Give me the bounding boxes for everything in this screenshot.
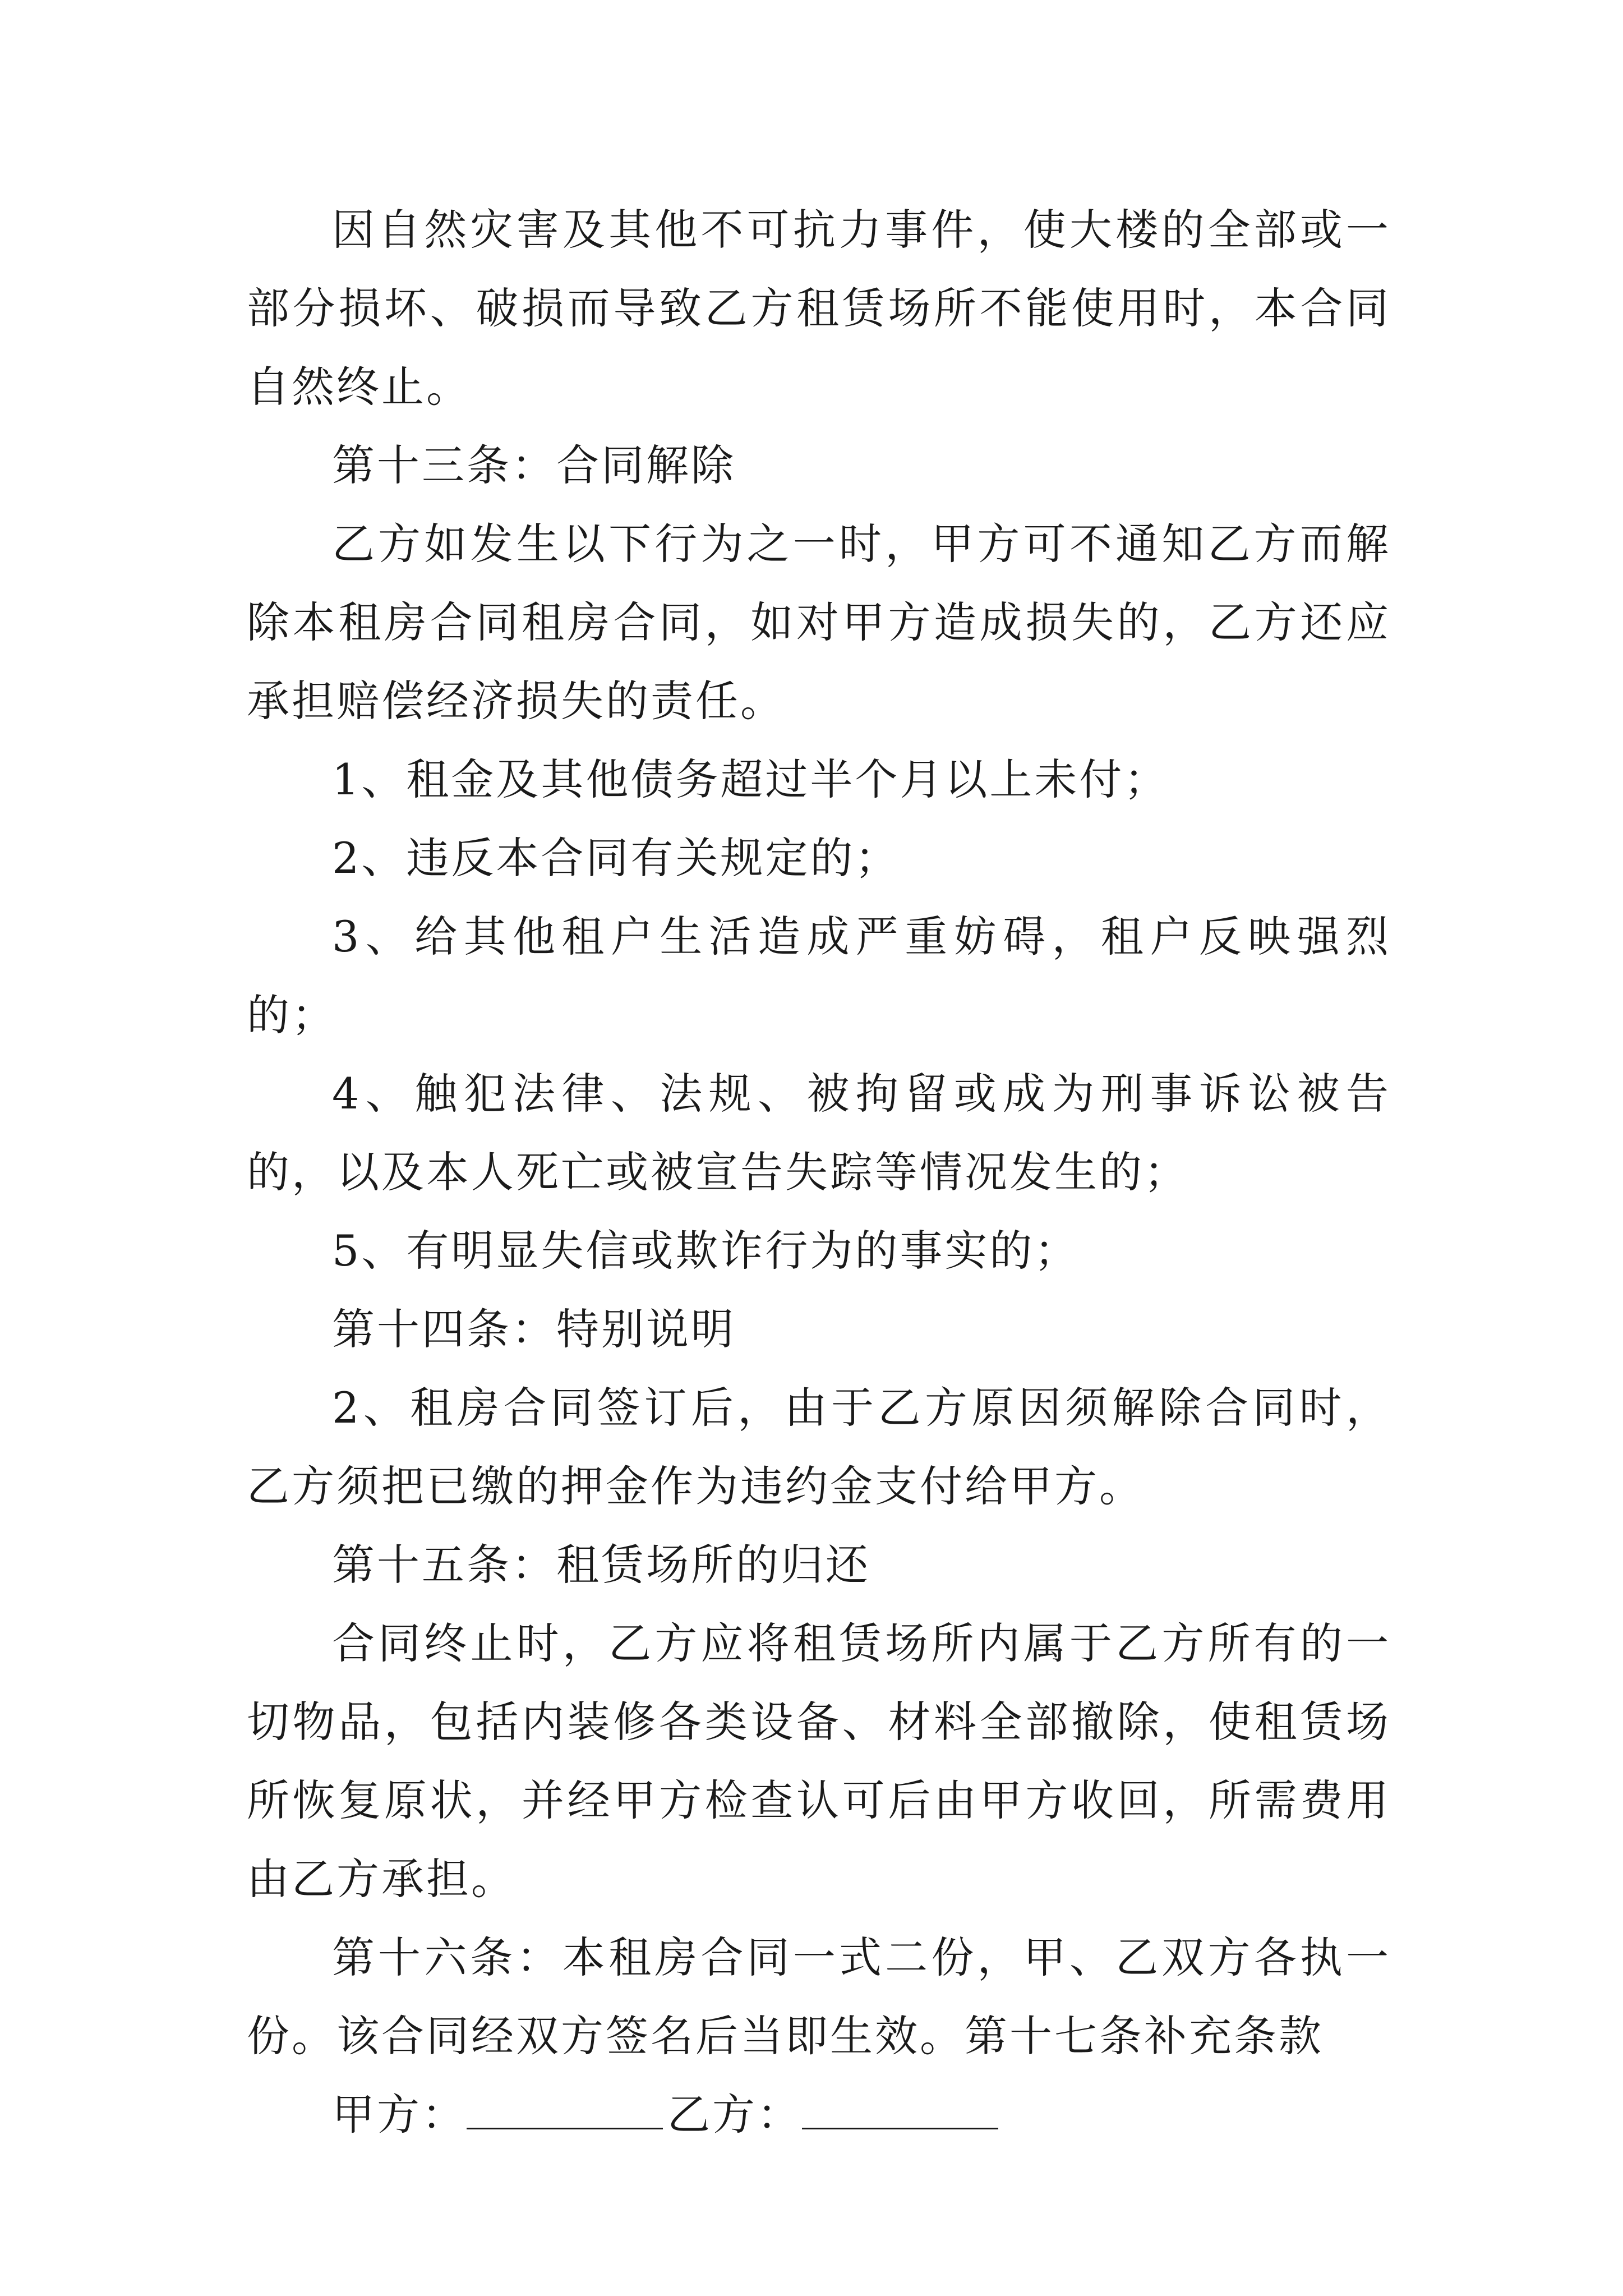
list-item-4: 4、触犯法律、法规、被拘留或成为刑事诉讼被告的，以及本人死亡或被宣告失踪等情况发生的； bbox=[247, 1069, 1391, 1197]
paragraph-special-note: 2、租房合同签订后，由于乙方原因须解除合同时，乙方须把已缴的押金作为违约金支付给甲方。 bbox=[247, 1383, 1391, 1511]
list-item-2: 2、违反本合同有关规定的； bbox=[332, 833, 900, 883]
heading-article-15: 第十五条：租赁场所的归还 bbox=[332, 1540, 870, 1590]
signature-line bbox=[247, 2076, 1391, 2154]
heading-article-13: 第十三条：合同解除 bbox=[332, 440, 736, 490]
list-item-1: 1、租金及其他债务超过半个月以上未付； bbox=[332, 754, 1169, 804]
paragraph-force-majeure: 因自然灾害及其他不可抗力事件，使大楼的全部或一部分损坏、破损而导致乙方租赁场所不能使用时，本合同自然终止。 bbox=[247, 205, 1391, 412]
party-a-label: 甲方： bbox=[332, 2090, 467, 2139]
paragraph-return-of-premises: 合同终止时，乙方应将租赁场所内属于乙方所有的一切物品，包括内装修各类设备、材料全部撤除，使租赁场所恢复原状，并经甲方检查认可后由甲方收回，所需费用由乙方承担。 bbox=[247, 1618, 1391, 1904]
heading-article-14: 第十四条：特别说明 bbox=[332, 1304, 736, 1354]
document-page bbox=[247, 191, 1391, 2154]
party-b-signature-blank[interactable] bbox=[802, 2077, 998, 2129]
party-a-signature-blank[interactable] bbox=[467, 2077, 663, 2129]
party-b-label: 乙方： bbox=[667, 2090, 802, 2139]
list-item-5: 5、有明显失信或欺诈行为的事实的； bbox=[332, 1226, 1080, 1276]
paragraph-article-16-17: 第十六条：本租房合同一式二份，甲、乙双方各执一份。该合同经双方签名后当即生效。第十七条补充条款 bbox=[247, 1932, 1391, 2061]
list-item-3: 3、给其他租户生活造成严重妨碍，租户反映强烈的； bbox=[247, 912, 1391, 1040]
paragraph-termination-conditions: 乙方如发生以下行为之一时，甲方可不通知乙方而解除本租房合同租房合同，如对甲方造成损失的，乙方还应承担赔偿经济损失的责任。 bbox=[247, 519, 1391, 726]
